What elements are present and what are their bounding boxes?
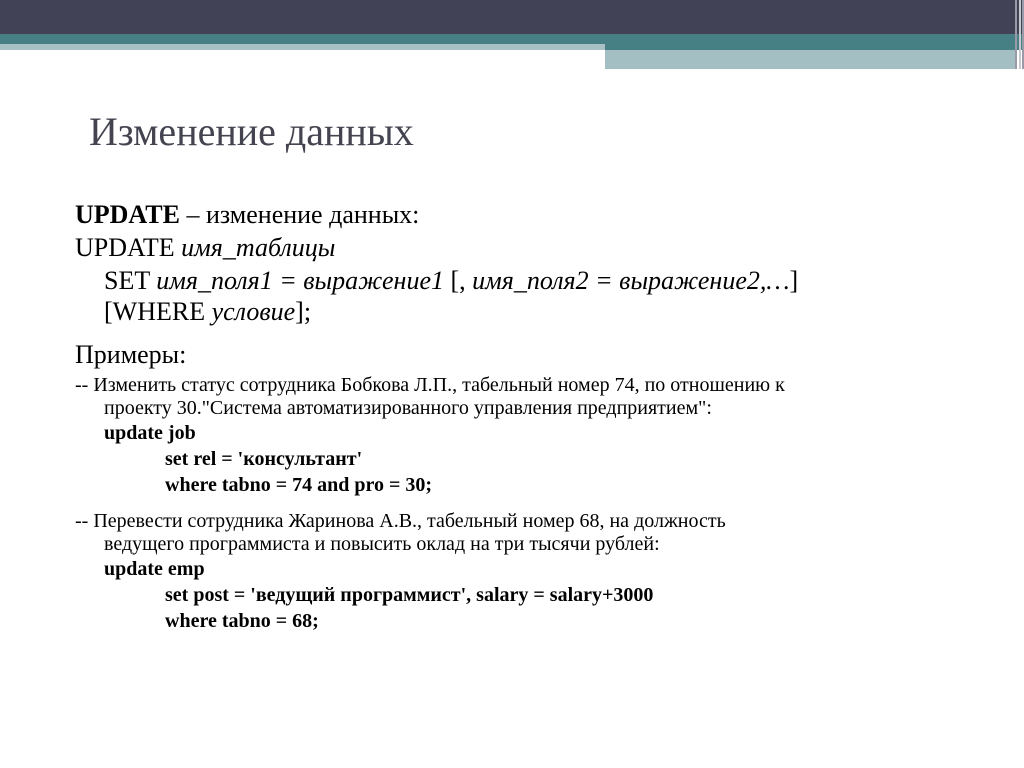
example1-comment: проекту 30."Система автоматизированного управления предприятием": — [104, 397, 712, 419]
example2-comment: ведущего программиста и повысить оклад на три тысячи рублей: — [104, 533, 660, 555]
text: ] — [789, 266, 799, 295]
syntax-line-1 — [75, 200, 419, 230]
keyword: UPDATE — [75, 200, 180, 229]
text: ]; — [295, 297, 312, 326]
example1-code: update job — [104, 422, 196, 444]
text: – изменение данных: — [179, 200, 420, 229]
header-teal-band — [0, 34, 1024, 44]
header-light-band-left — [0, 44, 605, 50]
keyword: [WHERE — [104, 297, 212, 326]
keyword: SET — [104, 266, 157, 295]
decor-line — [1019, 0, 1021, 69]
placeholder: имя_таблицы — [181, 233, 336, 262]
header-dark-band — [0, 0, 1024, 34]
keyword: UPDATE — [75, 233, 182, 262]
placeholder: имя_поля1 = выражение1 — [156, 266, 444, 295]
example2-code: where tabno = 68; — [165, 610, 319, 632]
placeholder: имя_поля2 = выражение2,… — [472, 266, 790, 295]
example1-code: where tabno = 74 and pro = 30; — [165, 474, 433, 496]
syntax-line-4 — [104, 297, 311, 327]
syntax-line-3 — [104, 266, 798, 296]
text: [, — [443, 266, 473, 295]
example1-code: set rel = 'консультант' — [165, 448, 363, 470]
examples-heading: Примеры: — [75, 340, 187, 369]
placeholder: условие — [211, 297, 296, 326]
slide-title: Изменение данных — [89, 109, 414, 154]
header-light-band-right — [605, 50, 1015, 69]
syntax-line-2 — [75, 233, 335, 263]
example2-code: update emp — [104, 558, 205, 580]
example2-comment: -- Перевести сотрудника Жаринова А.В., табельный номер 68, на должность — [75, 510, 726, 532]
example1-comment: -- Изменить статус сотрудника Бобкова Л.П., табельный номер 74, по отношению к — [75, 374, 785, 396]
example2-code: set post = 'ведущий программист', salary = salary+3000 — [165, 584, 654, 606]
decor-line — [1015, 0, 1017, 69]
